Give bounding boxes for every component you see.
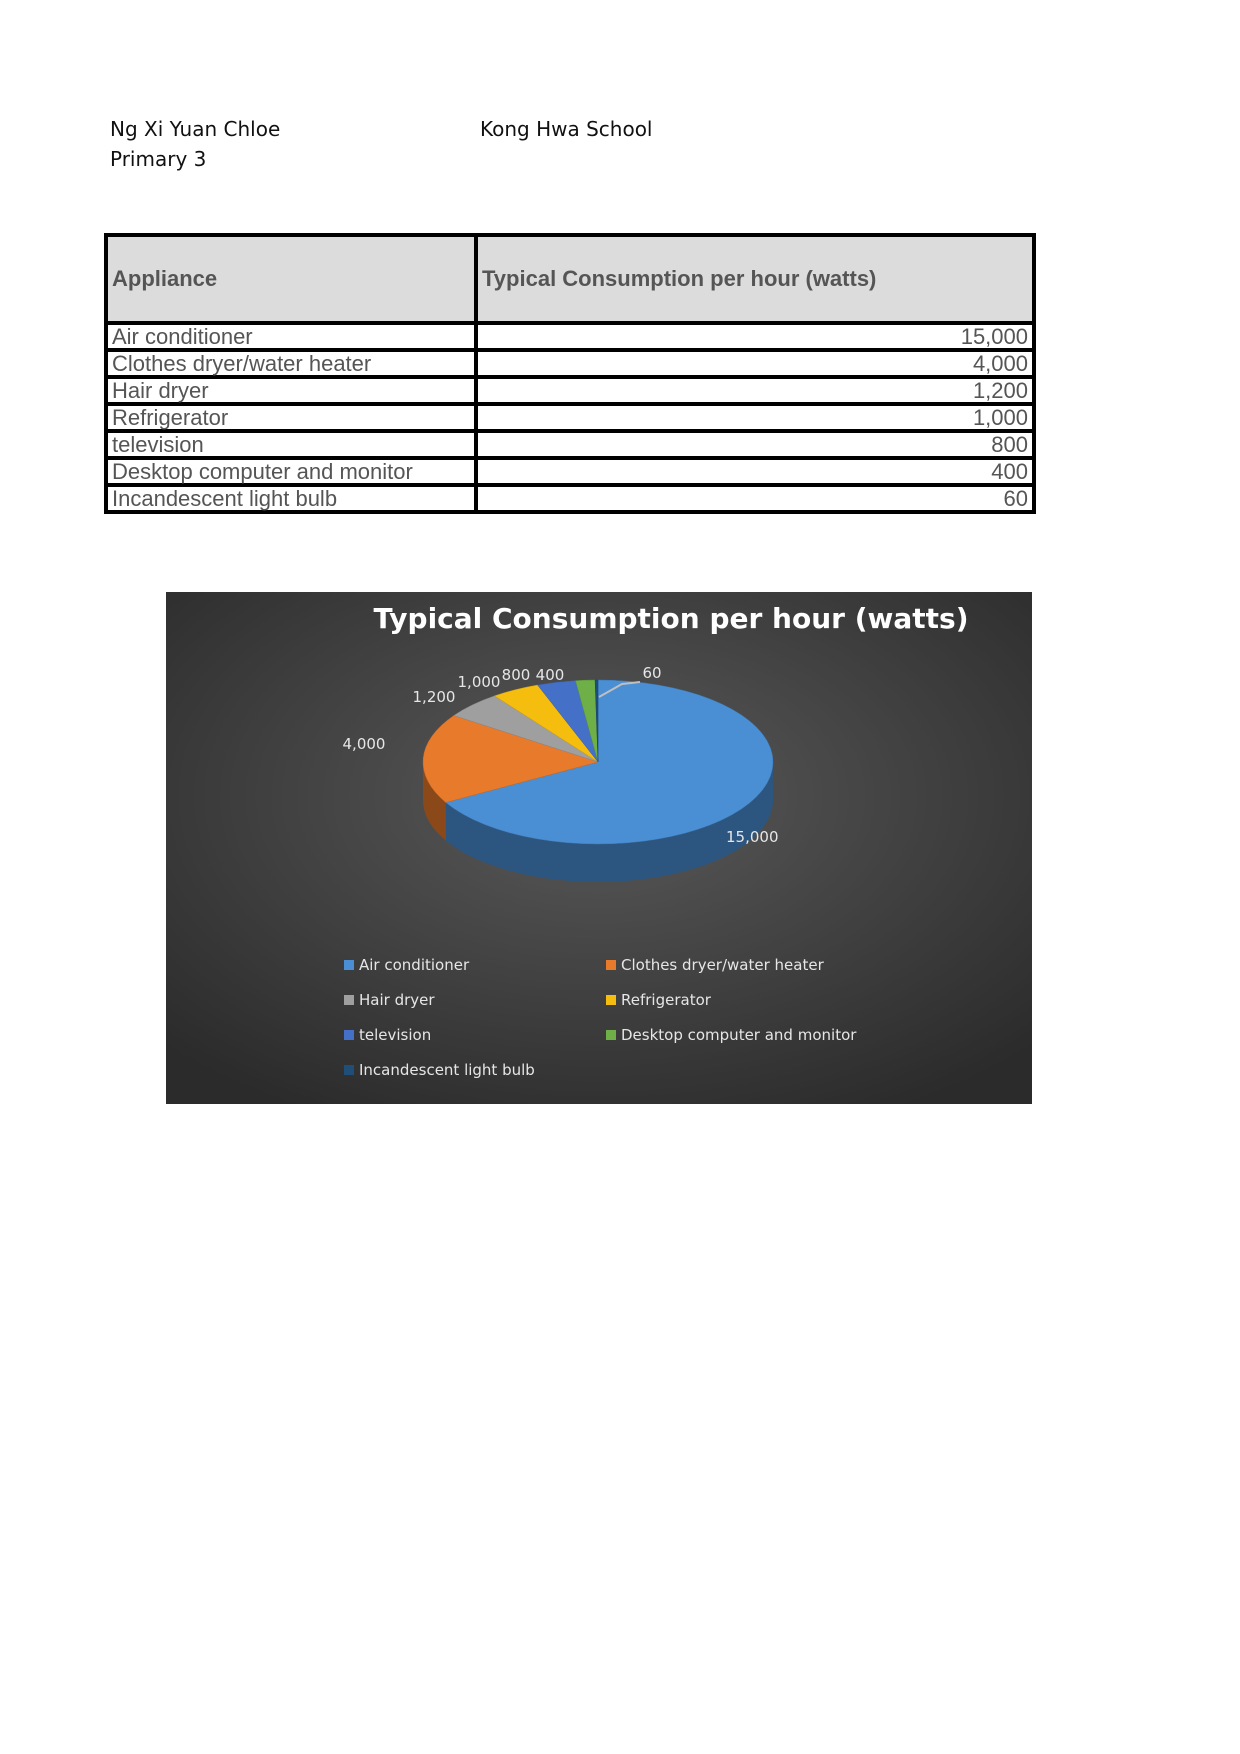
table-row	[106, 350, 1034, 377]
data-label: 400	[535, 666, 565, 684]
student-grade: Primary 3	[110, 147, 207, 171]
legend-item-label: television	[359, 1026, 432, 1044]
appliance-cell: Incandescent light bulb	[106, 485, 476, 512]
watts-cell: 1,000	[476, 404, 1034, 431]
table-row	[106, 323, 1034, 350]
data-label: 4,000	[342, 735, 386, 753]
data-label: 60	[642, 664, 662, 682]
table-row	[106, 404, 1034, 431]
legend-item-label: Incandescent light bulb	[359, 1061, 535, 1079]
table-header-row	[106, 235, 1034, 323]
column-header-consumption: Typical Consumption per hour (watts)	[476, 235, 1034, 323]
legend-swatch	[606, 1030, 616, 1040]
data-label: 1,200	[412, 688, 456, 706]
student-name: Ng Xi Yuan Chloe	[110, 117, 281, 141]
table-row	[106, 485, 1034, 512]
legend-swatch	[344, 995, 354, 1005]
appliance-cell: Air conditioner	[106, 323, 476, 350]
legend-item-label: Hair dryer	[359, 991, 435, 1009]
pie-chart	[166, 592, 1032, 1104]
table-row	[106, 431, 1034, 458]
legend-item-label: Clothes dryer/water heater	[621, 956, 824, 974]
legend-swatch	[344, 960, 354, 970]
appliance-cell: Hair dryer	[106, 377, 476, 404]
appliance-cell: Desktop computer and monitor	[106, 458, 476, 485]
legend-swatch	[344, 1030, 354, 1040]
legend-item-label: Refrigerator	[621, 991, 711, 1009]
appliance-cell: Refrigerator	[106, 404, 476, 431]
legend-item-label: Air conditioner	[359, 956, 470, 974]
consumption-table	[104, 233, 1036, 514]
legend-swatch	[344, 1065, 354, 1075]
watts-cell: 15,000	[476, 323, 1034, 350]
data-label: 1,000	[457, 673, 501, 691]
data-label: 15,000	[726, 828, 779, 846]
watts-cell: 60	[476, 485, 1034, 512]
chart-title: Typical Consumption per hour (watts)	[373, 602, 969, 635]
watts-cell: 400	[476, 458, 1034, 485]
data-label: 800	[501, 666, 531, 684]
watts-cell: 4,000	[476, 350, 1034, 377]
legend-swatch	[606, 995, 616, 1005]
legend-item-label: Desktop computer and monitor	[621, 1026, 857, 1044]
table-row	[106, 377, 1034, 404]
watts-cell: 1,200	[476, 377, 1034, 404]
appliance-cell: television	[106, 431, 476, 458]
watts-cell: 800	[476, 431, 1034, 458]
legend-swatch	[606, 960, 616, 970]
column-header-appliance: Appliance	[106, 235, 476, 323]
table-row	[106, 458, 1034, 485]
pie-slices	[423, 680, 773, 844]
school-name: Kong Hwa School	[480, 117, 653, 141]
appliance-cell: Clothes dryer/water heater	[106, 350, 476, 377]
